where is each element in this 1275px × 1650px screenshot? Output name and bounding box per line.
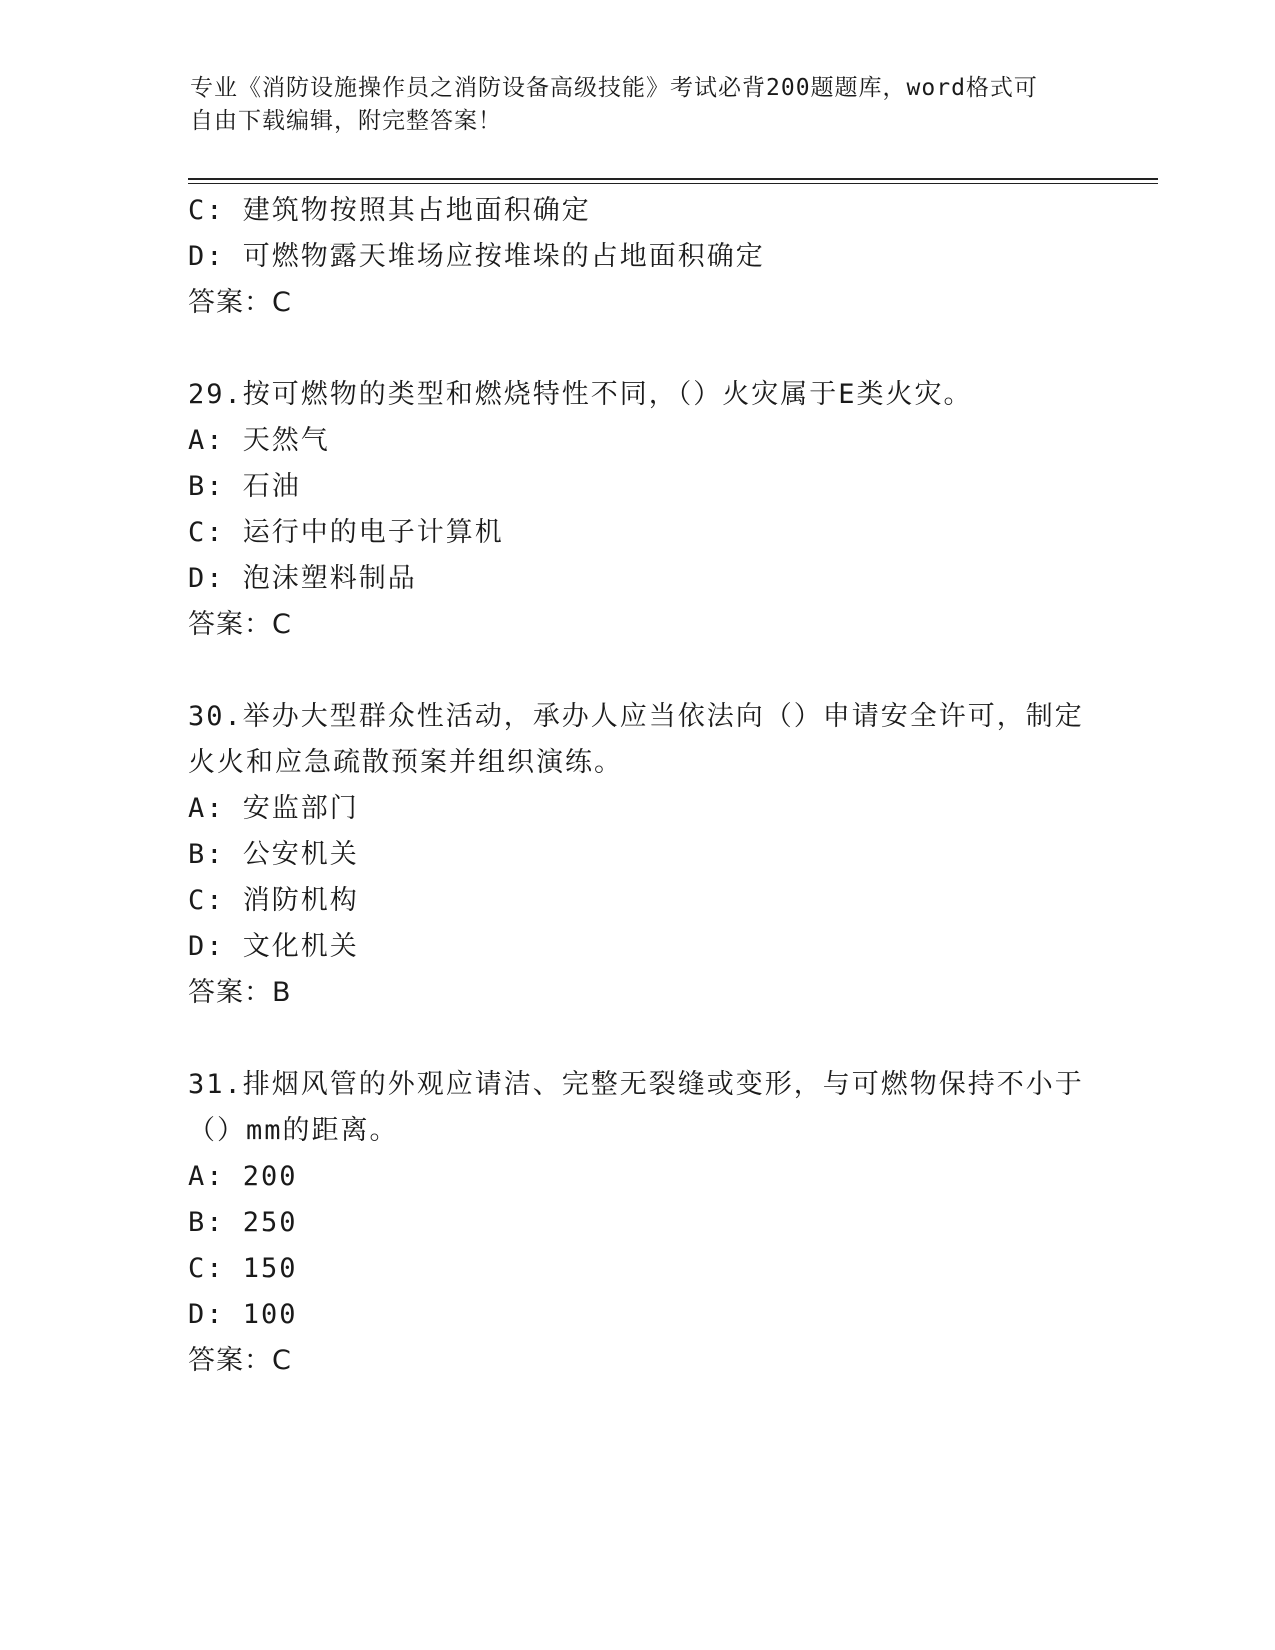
header-title-line-2: 自由下载编辑，附完整答案！: [190, 108, 502, 134]
option-c: C: 150: [188, 1253, 298, 1284]
option-c: C: 消防机构: [188, 885, 359, 916]
header-divider-thick: [188, 178, 1158, 180]
spacer: [188, 1016, 1088, 1062]
question-stem-line-2: （）mm的距离。: [188, 1115, 399, 1146]
header-divider-thin: [188, 183, 1158, 184]
question-stem: [188, 1062, 1088, 1154]
option-b: B: 公安机关: [188, 839, 359, 870]
question-stem-line-1: 30.举办大型群众性活动，承办人应当依法向（）申请安全许可，制定: [188, 701, 1084, 732]
question-list: [188, 188, 1088, 1384]
option-d: D: 100: [188, 1299, 298, 1330]
question-30: [188, 694, 1088, 1016]
header-title-line-1: 专业《消防设施操作员之消防设备高级技能》考试必背200题题库，word格式可: [190, 75, 1038, 101]
question-31: [188, 1062, 1088, 1384]
option-c: C: 运行中的电子计算机: [188, 517, 504, 548]
spacer: [188, 648, 1088, 694]
option-d: D: 泡沫塑料制品: [188, 563, 417, 594]
option-b: B: 石油: [188, 471, 301, 502]
question-28-tail: [188, 188, 1088, 326]
option-d: D: 可燃物露天堆场应按堆垛的占地面积确定: [188, 241, 765, 272]
answer-line: 答案：C: [188, 1345, 292, 1376]
question-stem-line-2: 火火和应急疏散预案并组织演练。: [188, 747, 623, 778]
option-d: D: 文化机关: [188, 931, 359, 962]
answer-line: 答案：C: [188, 287, 292, 318]
question-stem: [188, 694, 1088, 786]
answer-line: 答案：B: [188, 977, 292, 1008]
question-stem-line-1: 31.排烟风管的外观应请洁、完整无裂缝或变形，与可燃物保持不小于: [188, 1069, 1084, 1100]
option-b: B: 250: [188, 1207, 298, 1238]
document-header: [190, 72, 1090, 138]
answer-line: 答案：C: [188, 609, 292, 640]
question-stem: 29.按可燃物的类型和燃烧特性不同，（）火灾属于E类火灾。: [188, 379, 973, 410]
question-29: [188, 372, 1088, 648]
option-a: A: 安监部门: [188, 793, 359, 824]
option-a: A: 天然气: [188, 425, 330, 456]
option-c: C: 建筑物按照其占地面积确定: [188, 195, 591, 226]
spacer: [188, 326, 1088, 372]
option-a: A: 200: [188, 1161, 298, 1192]
